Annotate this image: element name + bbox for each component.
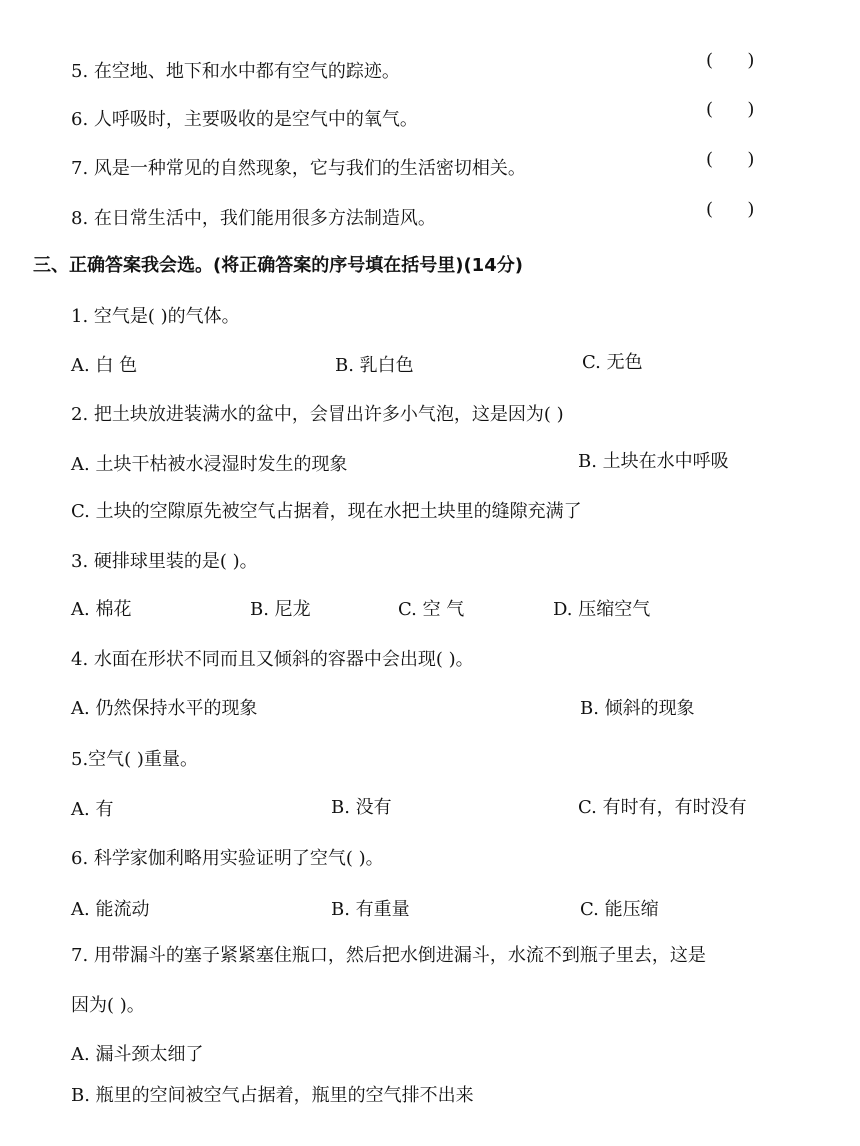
question-4-option-b[interactable]: B. 倾斜的现象 bbox=[580, 698, 695, 719]
question-2-option-b[interactable]: B. 土块在水中呼吸 bbox=[578, 451, 729, 472]
question-1-stem: 1. 空气是( )的气体。 bbox=[71, 306, 240, 327]
question-2-option-c[interactable]: C. 土块的空隙原先被空气占据着，现在水把土块里的缝隙充满了 bbox=[71, 501, 582, 522]
question-6-option-a[interactable]: A. 能流动 bbox=[71, 899, 150, 920]
answer-blank-6[interactable]: ( ) bbox=[706, 99, 755, 120]
judgement-item-8: 8. 在日常生活中，我们能用很多方法制造风。 bbox=[71, 208, 436, 229]
judgement-item-7: 7. 风是一种常见的自然现象，它与我们的生活密切相关。 bbox=[71, 158, 526, 179]
question-3-option-a[interactable]: A. 棉花 bbox=[71, 599, 132, 620]
question-5-option-b[interactable]: B. 没有 bbox=[331, 797, 392, 818]
question-6-stem: 6. 科学家伽利略用实验证明了空气( )。 bbox=[71, 848, 384, 869]
question-2-stem: 2. 把土块放进装满水的盆中，会冒出许多小气泡，这是因为( ) bbox=[71, 404, 564, 425]
question-3-stem: 3. 硬排球里装的是( )。 bbox=[71, 551, 258, 572]
answer-blank-7[interactable]: ( ) bbox=[706, 149, 755, 170]
answer-blank-5[interactable]: ( ) bbox=[706, 50, 755, 71]
question-5-option-c[interactable]: C. 有时有，有时没有 bbox=[578, 797, 747, 818]
question-7-stem-line2: 因为( )。 bbox=[71, 995, 145, 1016]
judgement-item-6: 6. 人呼吸时，主要吸收的是空气中的氧气。 bbox=[71, 109, 418, 130]
question-1-option-b[interactable]: B. 乳白色 bbox=[335, 355, 414, 376]
question-4-option-a[interactable]: A. 仍然保持水平的现象 bbox=[71, 698, 258, 719]
question-7-option-b[interactable]: B. 瓶里的空间被空气占据着，瓶里的空气排不出来 bbox=[71, 1085, 474, 1106]
question-6-option-c[interactable]: C. 能压缩 bbox=[580, 899, 659, 920]
question-1-option-a[interactable]: A. 白 色 bbox=[71, 355, 138, 376]
question-7-stem-line1: 7. 用带漏斗的塞子紧紧塞住瓶口，然后把水倒进漏斗，水流不到瓶子里去，这是 bbox=[71, 945, 706, 966]
question-2-option-a[interactable]: A. 土块干枯被水浸湿时发生的现象 bbox=[71, 454, 348, 475]
question-3-option-c[interactable]: C. 空 气 bbox=[398, 599, 465, 620]
question-5-stem: 5.空气( )重量。 bbox=[71, 749, 198, 770]
question-1-option-c[interactable]: C. 无色 bbox=[582, 352, 643, 373]
question-7-option-a[interactable]: A. 漏斗颈太细了 bbox=[71, 1044, 204, 1065]
section-heading: 三、正确答案我会选。(将正确答案的序号填在括号里)(14分) bbox=[33, 255, 523, 276]
question-5-option-a[interactable]: A. 有 bbox=[71, 799, 114, 820]
question-3-option-d[interactable]: D. 压缩空气 bbox=[553, 599, 651, 620]
question-6-option-b[interactable]: B. 有重量 bbox=[331, 899, 410, 920]
question-4-stem: 4. 水面在形状不同而且又倾斜的容器中会出现( )。 bbox=[71, 649, 474, 670]
question-3-option-b[interactable]: B. 尼龙 bbox=[250, 599, 311, 620]
answer-blank-8[interactable]: ( ) bbox=[706, 199, 755, 220]
judgement-item-5: 5. 在空地、地下和水中都有空气的踪迹。 bbox=[71, 61, 400, 82]
